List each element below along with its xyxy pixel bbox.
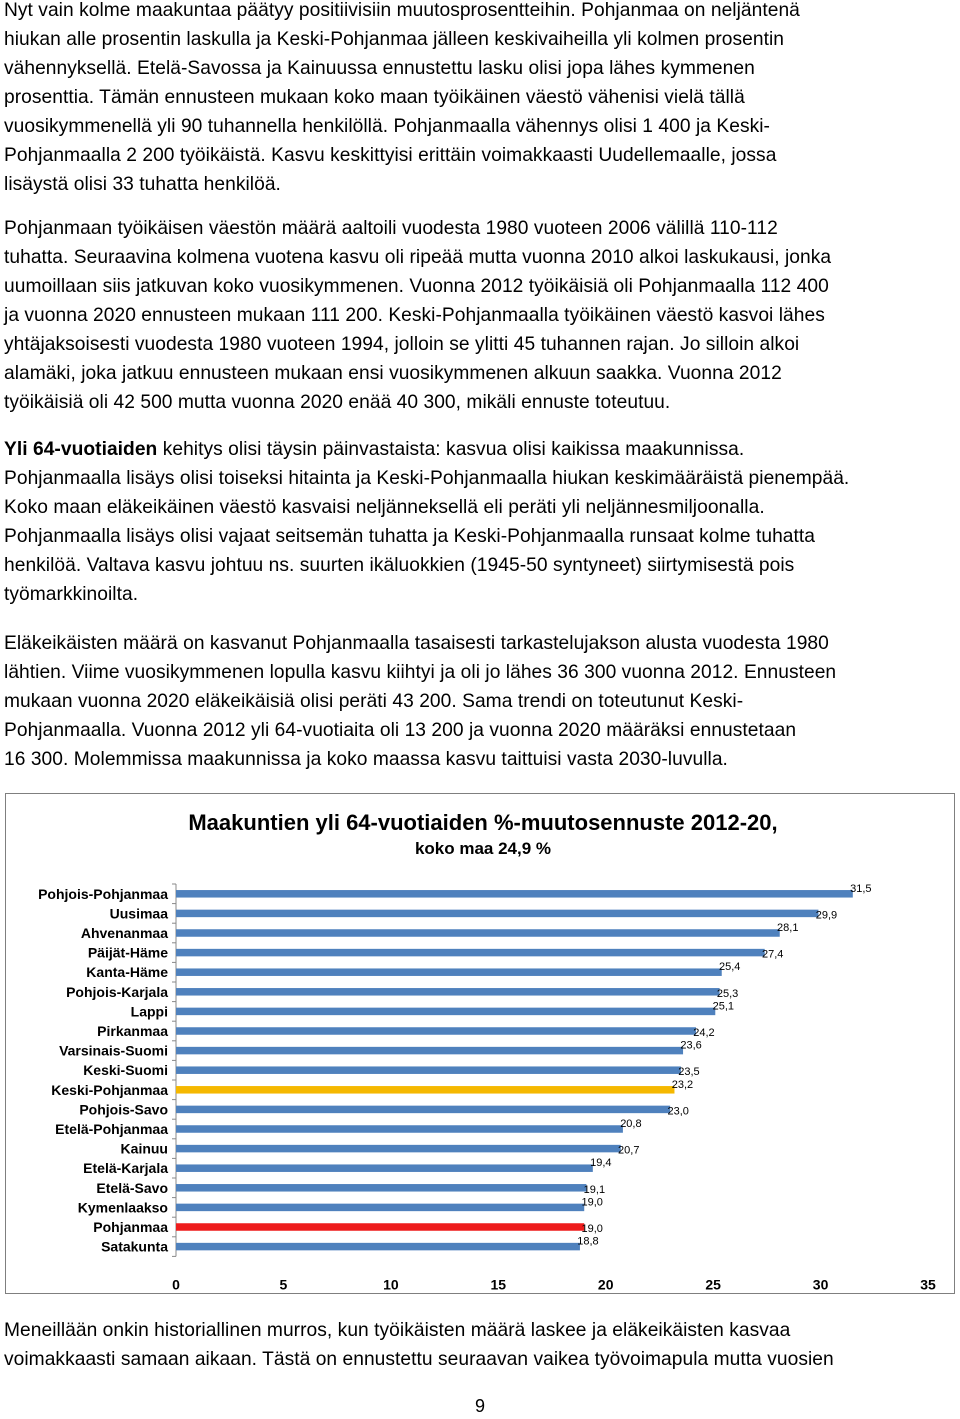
paragraph-p4 bbox=[4, 629, 956, 774]
category-label: Ahvenanmaa bbox=[80, 925, 168, 941]
bar bbox=[176, 910, 818, 918]
bar bbox=[176, 968, 722, 976]
paragraph-line: vuosikymmenellä yli 90 tuhannella henkilöllä. Pohjanmaalla vähennys olisi 1 400 ja Keski- bbox=[4, 116, 770, 137]
bar bbox=[176, 1164, 593, 1172]
data-label: 24,2 bbox=[693, 1027, 715, 1039]
bar bbox=[176, 1066, 681, 1074]
category-label: Pohjois-Savo bbox=[79, 1101, 168, 1118]
paragraph-line: Meneillään onkin historiallinen murros, kun työikäisten määrä laskee ja eläkeikäisten kasvaa bbox=[4, 1320, 791, 1341]
bar bbox=[176, 988, 720, 996]
x-tick-label: 20 bbox=[597, 1276, 614, 1293]
category-label: Kymenlaakso bbox=[77, 1199, 168, 1216]
data-label: 20,7 bbox=[618, 1144, 640, 1157]
x-tick-label: 15 bbox=[490, 1276, 507, 1293]
paragraph-p1 bbox=[4, 0, 956, 199]
paragraph-line: lähtien. Viime vuosikymmenen lopulla kasvu kiihtyi ja oli jo lähes 36 300 vuonna 2012. Ennusteen bbox=[4, 662, 837, 683]
paragraph-line: yhtäjaksoisesti vuodesta 1980 vuoteen 1994, jolloin se ylitti 45 tuhannen rajan. Jo silloin alkoi bbox=[4, 334, 800, 355]
bar bbox=[176, 890, 853, 898]
category-label: Pohjois-Pohjanmaa bbox=[38, 885, 168, 902]
paragraph-p3 bbox=[4, 435, 956, 609]
x-tick-label: 25 bbox=[705, 1276, 721, 1293]
paragraph-line: 16 300. Molemmissa maakunnissa ja koko maassa kasvu taittuisi vasta 2030-luvulla. bbox=[4, 749, 728, 770]
x-tick-label: 0 bbox=[172, 1276, 180, 1293]
category-label: Keski-Suomi bbox=[83, 1062, 168, 1079]
data-label: 19,0 bbox=[581, 1223, 603, 1235]
paragraph-line: tuhatta. Seuraavina kolmena vuotena kasvu oli ripeää mutta vuonna 2010 alkoi laskukausi, jonka bbox=[4, 247, 832, 268]
category-label: Kainuu bbox=[120, 1140, 168, 1157]
bar bbox=[176, 1184, 586, 1192]
paragraph-line: Pohjanmaalla lisäys olisi vajaat seitsemän tuhatta ja Keski-Pohjanmaalla runsaat kolme tuhatta bbox=[4, 526, 816, 547]
paragraph-line: prosenttia. Tämän ennusteen mukaan koko maan työikäinen väestö vähenisi vielä tällä bbox=[4, 87, 745, 108]
bar bbox=[176, 1027, 696, 1035]
paragraph-line: lisäystä olisi 33 tuhatta henkilöä. bbox=[4, 174, 281, 195]
bar bbox=[176, 949, 765, 957]
paragraph-line: henkilöä. Valtava kasvu johtuu ns. suurten ikäluokkien (1945-50 syntyneet) siirtymisestä pois bbox=[4, 555, 795, 576]
data-label: 25,4 bbox=[719, 961, 741, 974]
bar bbox=[176, 1145, 621, 1153]
data-label: 28,1 bbox=[777, 922, 799, 934]
paragraph-line: työikäisiä oli 42 500 mutta vuonna 2020 enää 40 300, mikäli ennuste toteutuu. bbox=[4, 392, 671, 413]
paragraph-line: voimakkaasti samaan aikaan. Tästä on ennustettu seuraavan vaikea työvoimapula mutta vuosien bbox=[4, 1349, 834, 1370]
paragraph-line: Pohjanmaalla. Vuonna 2012 yli 64-vuotiaita oli 13 200 ja vuonna 2020 määräksi ennustetaan bbox=[4, 720, 797, 741]
data-label: 29,9 bbox=[815, 909, 838, 922]
x-tick-label: 35 bbox=[920, 1276, 936, 1293]
data-label: 19,4 bbox=[590, 1157, 612, 1170]
paragraph-line: alamäki, joka jatkuu ennusteen mukaan ensi vuosikymmenen alkuun saakka. Vuonna 2012 bbox=[4, 363, 782, 384]
x-tick-label: 30 bbox=[812, 1276, 829, 1293]
paragraph-line: hiukan alle prosentin laskulla ja Keski-Pohjanmaa jälleen keskivaiheilla yli kolmen prosentin bbox=[4, 29, 785, 50]
paragraph-line: työmarkkinoilta. bbox=[4, 584, 139, 605]
data-label: 20,8 bbox=[620, 1118, 642, 1130]
bar bbox=[176, 929, 780, 937]
category-label: Lappi bbox=[130, 1003, 168, 1020]
paragraph-line: Koko maan eläkeikäinen väestö kasvaisi neljänneksellä eli peräti yli neljännesmiljoonalla. bbox=[4, 497, 765, 518]
bar-chart bbox=[6, 794, 954, 1293]
category-label: Pirkanmaa bbox=[97, 1023, 168, 1039]
bar bbox=[176, 1204, 584, 1212]
category-label: Pohjois-Karjala bbox=[66, 983, 168, 1000]
data-label: 23,6 bbox=[680, 1039, 702, 1052]
data-label: 27,4 bbox=[761, 948, 784, 961]
paragraph-line: Pohjanmaalla lisäys olisi toiseksi hitainta ja Keski-Pohjanmaalla hiukan keskimääräistä pienempää. bbox=[4, 468, 850, 489]
chart-subtitle: koko maa 24,9 % bbox=[414, 839, 552, 858]
paragraph-line: Pohjanmaalla 2 200 työikäistä. Kasvu keskittyisi erittäin voimakkaasti Uudellemaalle, jossa bbox=[4, 145, 777, 166]
category-label: Etelä-Pohjanmaa bbox=[55, 1121, 168, 1137]
bar bbox=[176, 1125, 623, 1133]
page-number: 9 bbox=[474, 1396, 485, 1416]
category-label: Päijät-Häme bbox=[87, 944, 168, 961]
paragraph-line: Pohjanmaan työikäisen väestön määrä aaltoili vuodesta 1980 vuoteen 2006 välillä 110-112 bbox=[4, 218, 778, 239]
paragraph-line: Eläkeikäisten määrä on kasvanut Pohjanmaalla tasaisesti tarkastelujakson alusta vuodesta 1980 bbox=[4, 633, 829, 654]
category-label: Keski-Pohjanmaa bbox=[51, 1081, 168, 1098]
x-tick-label: 10 bbox=[383, 1276, 399, 1293]
x-tick-label: 5 bbox=[279, 1276, 288, 1293]
category-label: Varsinais-Suomi bbox=[59, 1042, 168, 1059]
paragraph-line bbox=[4, 435, 956, 464]
bar bbox=[176, 1008, 715, 1016]
emphasis-text: Yli 64-vuotiaiden bbox=[4, 439, 158, 460]
bar bbox=[176, 1223, 584, 1231]
data-label: 25,1 bbox=[712, 1000, 735, 1013]
category-label: Kanta-Häme bbox=[86, 964, 168, 981]
category-label: Satakunta bbox=[101, 1238, 168, 1255]
data-label: 31,5 bbox=[850, 882, 872, 895]
paragraph-p2 bbox=[4, 214, 956, 417]
chart-title: Maakuntien yli 64-vuotiaiden %-muutosennuste 2012-20, bbox=[188, 810, 778, 835]
data-label: 23,0 bbox=[667, 1105, 689, 1118]
paragraph-line: mukaan vuonna 2020 eläkeikäisiä olisi peräti 43 200. Sama trendi on toteutunut Keski- bbox=[4, 691, 744, 712]
line-text: kehitys olisi täysin päinvastaista: kasvua olisi kaikissa maakunnissa. bbox=[157, 439, 745, 460]
bar bbox=[176, 1047, 683, 1055]
category-label: Uusimaa bbox=[109, 905, 168, 922]
bar bbox=[176, 1243, 580, 1251]
bar bbox=[176, 1106, 670, 1114]
data-label: 25,3 bbox=[716, 987, 739, 1000]
category-label: Etelä-Savo bbox=[96, 1179, 168, 1196]
paragraph-line: ja vuonna 2020 ennusteen mukaan 111 200. Keski-Pohjanmaalla työikäinen väestö kasvoi lähes bbox=[4, 305, 825, 326]
category-label: Etelä-Karjala bbox=[83, 1160, 168, 1177]
data-label: 19,1 bbox=[583, 1183, 606, 1196]
paragraph-line: vähennyksellä. Etelä-Savossa ja Kainuussa ennustettu lasku olisi jopa lähes kymmenen bbox=[4, 58, 755, 79]
paragraph-line: Nyt vain kolme maakuntaa päätyy positiivisiin muutosprosentteihin. Pohjanmaa on neljäntenä bbox=[4, 0, 800, 21]
chart-frame bbox=[5, 793, 955, 1294]
paragraph-line: uumoillaan siis jatkuvan koko vuosikymmenen. Vuonna 2012 työikäisiä oli Pohjanmaalla 112 400 bbox=[4, 276, 829, 297]
data-label: 18,8 bbox=[577, 1235, 599, 1248]
paragraph-p5 bbox=[4, 1316, 956, 1374]
bar bbox=[176, 1086, 674, 1094]
data-label: 19,0 bbox=[581, 1196, 603, 1209]
category-label: Pohjanmaa bbox=[93, 1219, 168, 1235]
data-label: 23,5 bbox=[678, 1066, 700, 1079]
data-label: 23,2 bbox=[671, 1078, 694, 1091]
